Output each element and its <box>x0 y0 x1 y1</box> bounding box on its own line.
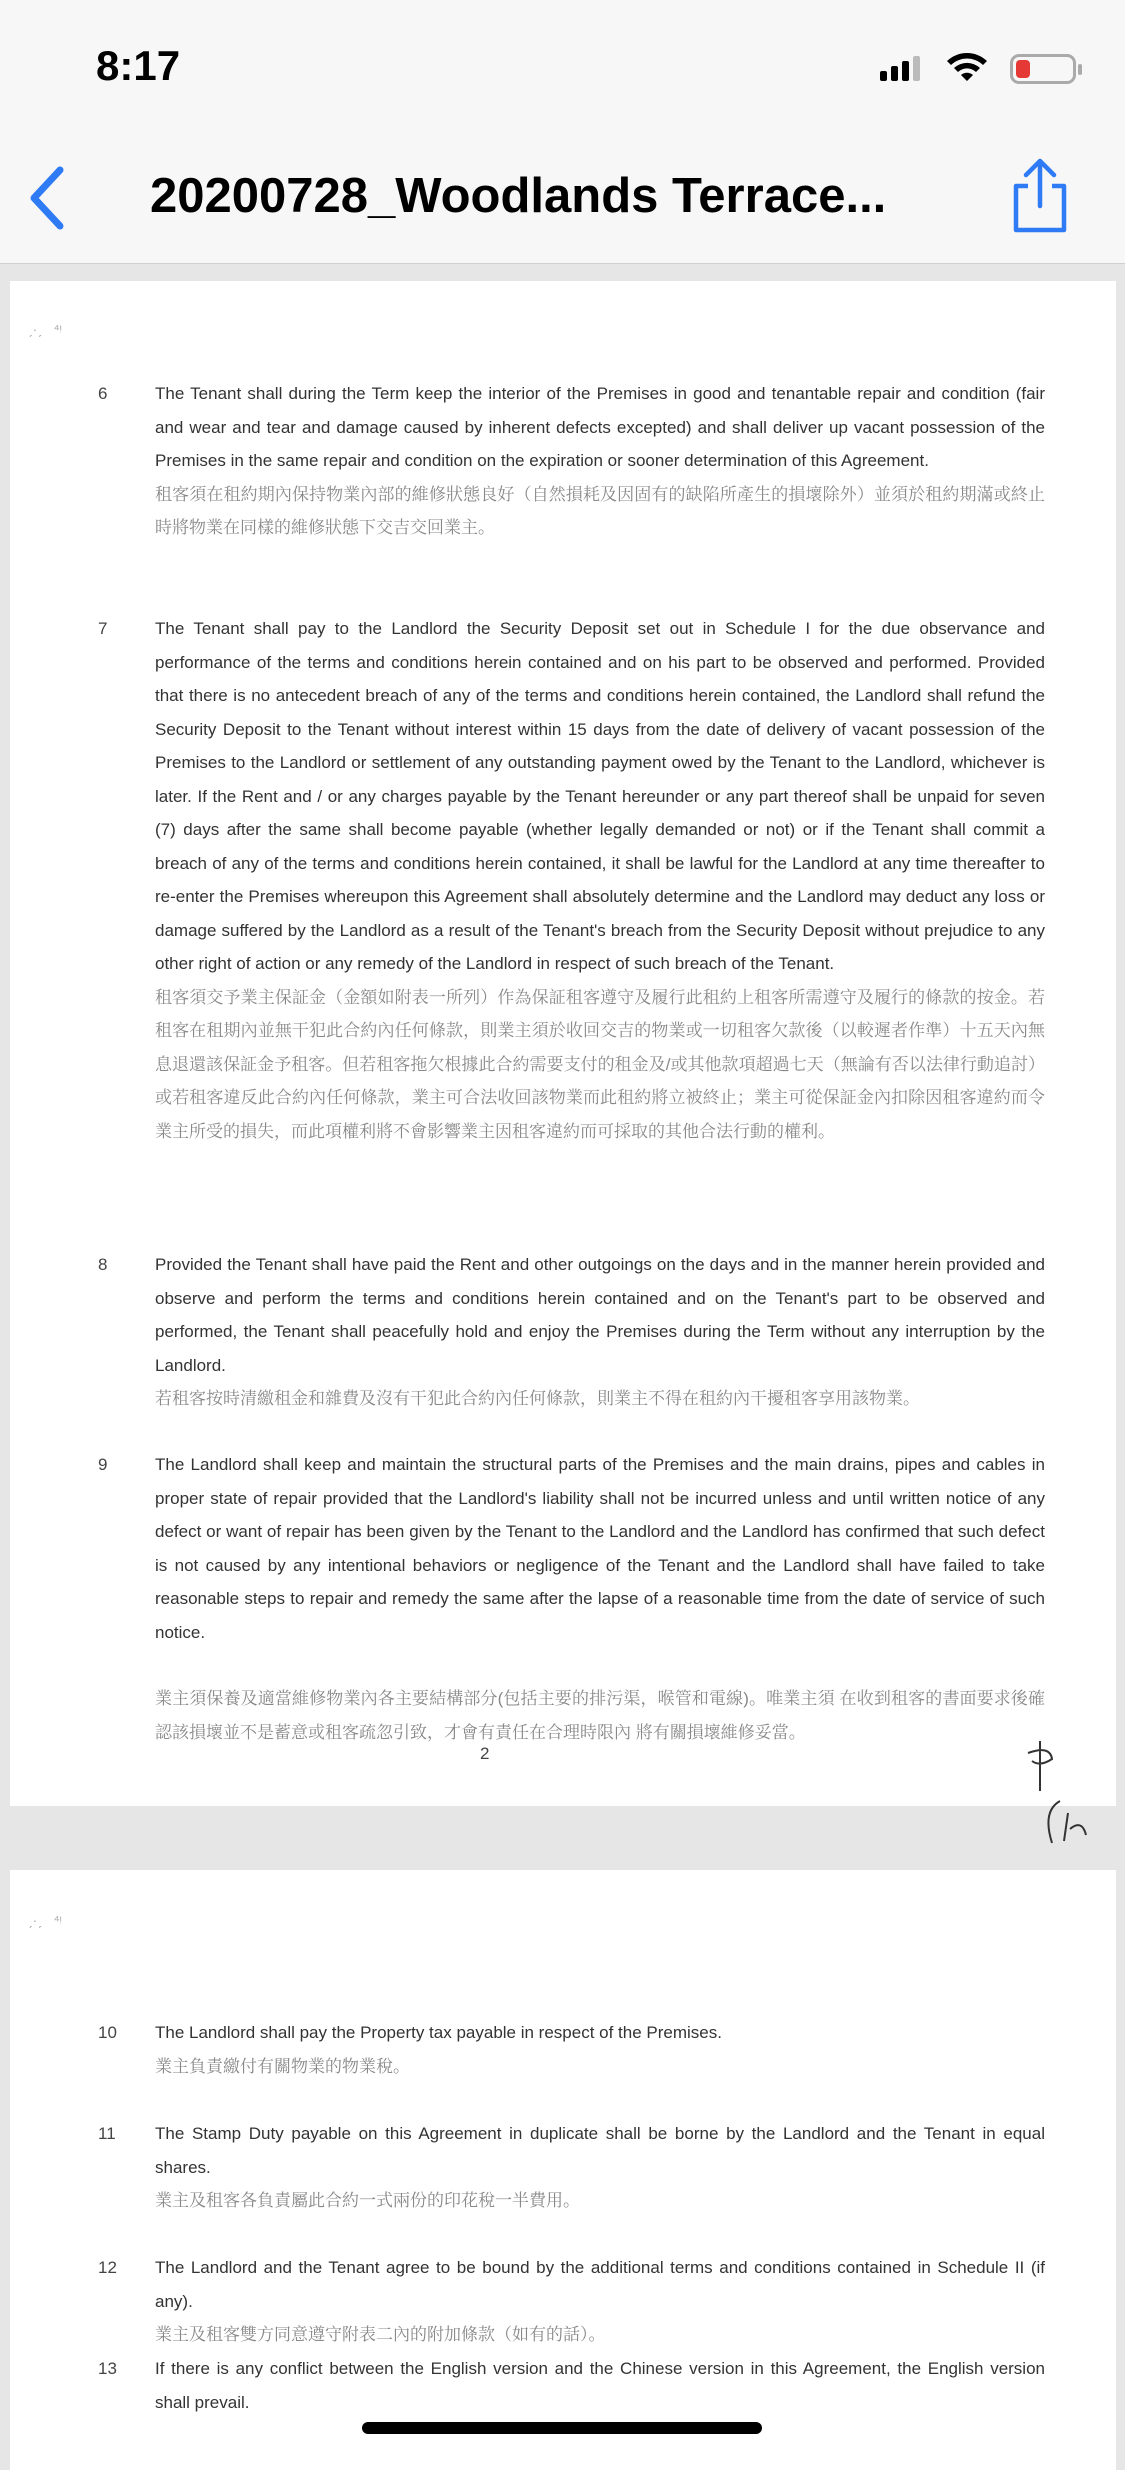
home-indicator[interactable] <box>362 2422 762 2434</box>
navigation-bar <box>0 130 1125 264</box>
page-number: 2 <box>480 1744 490 1763</box>
chevron-left-icon[interactable] <box>24 166 70 230</box>
document-page-2 <box>10 281 1116 1806</box>
clause-8: 8 Provided the Tenant shall have paid the Rent and other outgoings on the days and in the manner herein provided and observe and perform the terms and conditions herein contained and on the Tenant's part to be observed and performed, the Tenant shall peacefully hold and enjoy the Premises during the Term without any interruption by the Landlord. 若租客按時清繳租金和雜費及沒有干犯此合約內任何條款，則業主不得在租約內干擾租客享用該物業。 <box>98 1255 1045 1408</box>
document-title: 20200728_Woodlands Terrace... <box>150 169 887 223</box>
clause-12: 12 The Landlord and the Tenant agree to be bound by the additional terms and conditions contained in Schedule II (if any). 業主及租客雙方同意遵守附表二內的附加條款（如有的話）。 <box>98 2258 1045 2344</box>
clause-6: 6 The Tenant shall during the Term keep the interior of the Premises in good and tenantable repair and condition (fair and wear and tear and damage caused by inherent defects excepted) and shall deliver up vacant possession of the Premises in the same repair and condition on the expiration or sooner determination of this Agreement. 租客須在租約期內保持物業內部的維修狀態良好（自然損耗及因固有的缺陷所產生的損壞除外）並須於租約期滿或終止時將物業在同樣的維修狀態下交吉交回業主。 <box>98 384 1045 537</box>
handwritten-initials <box>1020 1731 1120 1851</box>
share-icon[interactable] <box>1008 158 1072 234</box>
cellular-signal-icon <box>880 56 920 81</box>
scan-mark: ˏ·ˏ ⁴ᵎ <box>28 321 62 337</box>
scan-mark: ˏ·ˏ ⁴ᵎ <box>28 1912 62 1928</box>
wifi-icon <box>945 50 989 82</box>
clause-11: 11 The Stamp Duty payable on this Agreement in duplicate shall be borne by the Landlord and the Tenant in equal shares. 業主及租客各負責屬此合約一式兩份的印花稅一半費用。 <box>98 2124 1045 2210</box>
document-page-3 <box>10 1870 1116 2470</box>
clause-13: 13 If there is any conflict between the English version and the Chinese version in this Agreement, the English version shall prevail. <box>98 2359 1045 2412</box>
battery-icon <box>1010 54 1076 84</box>
clause-10: 10 The Landlord shall pay the Property tax payable in respect of the Premises. 業主負責繳付有關物業的物業稅。 <box>98 2023 722 2076</box>
clause-9: 9 The Landlord shall keep and maintain the structural parts of the Premises and the main drains, pipes and cables in proper state of repair provided that the Landlord's liability shall not be incurred unless and until written notice of any defect or want of repair has been given by the Tenant to the Landlord and the Landlord has confirmed that such defect is not caused by any intentional behaviors or negligence of the Tenant and the Landlord shall have failed to take reasonable steps to repair and remedy the same after the lapse of a reasonable time from the date of service of such notice. 業主須保養及適當維修物業內各主要結構部分(包括主要的排污渠，喉管和電線)。唯業主須 在收到租客的書面要求後確認該損壞並不是蓄意或租客疏忽引致，才會有責任在合理時限內 將有關損壞維修妥當。 <box>98 1455 1045 1742</box>
clause-7: 7 The Tenant shall pay to the Landlord the Security Deposit set out in Schedule I for the due observance and performance of the terms and conditions herein contained and on his part to be observed and performed. Provided that there is no antecedent breach of any of the terms and conditions herein contained, the Landlord shall refund the Security Deposit to the Tenant without interest within 15 days from the date of delivery of vacant possession of the Premises to the Landlord or settlement of any outstanding payment owed by the Tenant to the Landlord, whichever is later. If the Rent and / or any charges payable by the Tenant hereunder or any part thereof shall be unpaid for seven (7) days after the same shall become payable (whether legally demanded or not) or if the Tenant shall commit a breach of any of the terms and conditions herein contained, it shall be lawful for the Landlord at any time thereafter to re-enter the Premises whereupon this Agreement shall absolutely determine and the Landlord may deduct any loss or damage suffered by the Landlord as a result of the Tenant's breach from the Security Deposit without prejudice to any other right of action or any remedy of the Landlord in respect of such breach of the Tenant. 租客須交予業主保証金（金額如附表一所列）作為保証租客遵守及履行此租約上租客所需遵守及履行的條款的按金。若租客在租期內並無干犯此合約內任何條款，則業主須於收回交吉的物業或一切租客欠款後（以較遲者作準）十五天內無息退還該保証金予租客。但若租客拖欠根據此合約需要支付的租金及/或其他款項超過七天（無論有否以法律行動追討）或若租客違反此合約內任何條款，業主可合法收回該物業而此租約將立被終止；業主可從保証金內扣除因租客違約而令業主所受的損失，而此項權利將不會影響業主因租客違約而可採取的其他合法行動的權利。 <box>98 619 1045 1141</box>
status-time: 8:17 <box>96 42 181 89</box>
status-bar <box>0 0 1125 130</box>
